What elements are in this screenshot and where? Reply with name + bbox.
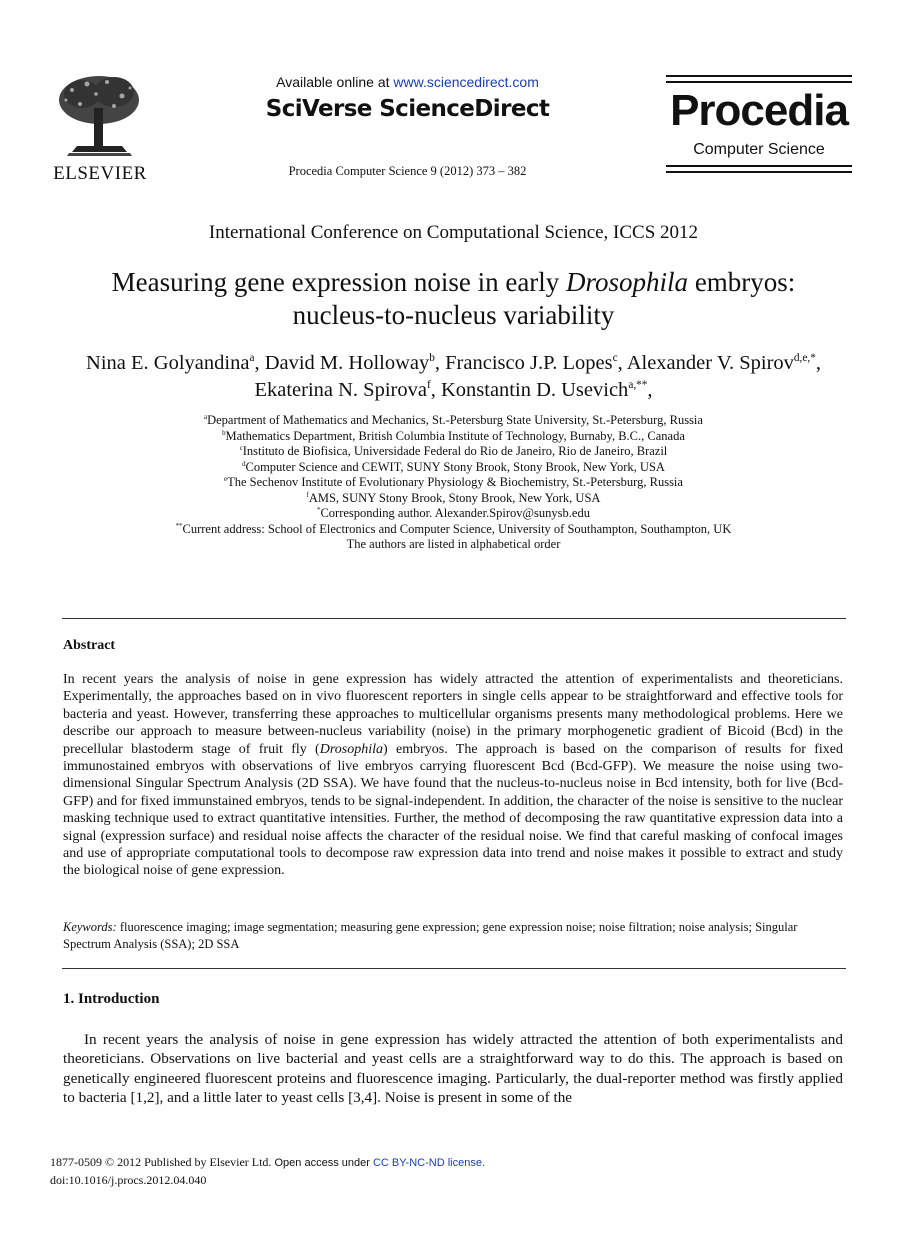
affiliation: $^a$Department of Mathematics and Mechanics, St.-Petersburg State University, St.-Petersburg, Russia [204, 413, 703, 427]
intro-paragraph: In recent years the analysis of noise in gene expression has widely attracted the attention of both experimentalists and theoreticians. Observations on live bacterial and yeast cells are a straightforward way to do this. The approach is based on genetically engineered fluorescent proteins and fluorescence imaging. Particularly, the dual-reporter method was firstly applied to bacteria [1,2], and a little later to yeast cells [3,4]. Noise is present in some of the [63, 1031, 843, 1107]
procedia-logo [666, 75, 852, 169]
affiliation: $^e$The Sechenov Institute of Evolutionary Physiology & Biochemistry, St.-Petersburg, Russia [224, 475, 683, 489]
affiliation: **Current address: School of Electronics and Computer Science, University of Southampton, Southampton, UK [175, 521, 732, 536]
copyright-line: 1877-0509 © 2012 Published by Elsevier Ltd. Open access under CC BY-NC-ND license. [50, 1155, 486, 1169]
available-prefix: Available online at [276, 74, 394, 90]
abstract-heading: Abstract [63, 638, 116, 653]
author-list [60, 350, 847, 404]
title-line-2: nucleus-to-nucleus variability [292, 300, 615, 330]
doi: doi:10.1016/j.procs.2012.04.040 [50, 1172, 207, 1187]
affiliation-note: The authors are listed in alphabetical order [346, 537, 561, 551]
abstract-body: In recent years the analysis of noise in gene expression has widely attracted the attention of experimentalists and theoreticians. Experimentally, the approaches based on in vivo fluorescent reporters in single cells appear to be straightforward and effective tools for bacteria and yeast. However, transferring these approaches to multicellular organisms presents many methodological problems. Here we describe our approach to measure between-nucleus variability (noise) in the primary morphogenetic gradient of Bicoid (Bcd) in the precellular blastoderm stage of fruit fly (Drosophila) embryos. The approach is based on the comparison of results for fixed immunostained embryos with observations of live embryos carrying fluorescent Bcd (Bcd-GFP). We measure the noise using two-dimensional Singular Spectrum Analysis (2D SSA). We have found that the nucleus-to-nucleus noise in Bcd intensity, both for live (Bcd-GFP) and for fixed immunstained embryos, tends to be signal-independent. In addition, the character of the noise is sensitive to the nuclear masking technique used to extract quantitative intensities. Further, the method of decomposing the raw quantitative expression data into a signal (expression surface) and residual noise affects the character of the residual noise. We find that careful masking of confocal images and use of appropriate computational tools to decompose raw expression data into trend and noise makes it possible to extract and study the biological noise of gene expression. [63, 672, 843, 879]
elsevier-tree-icon [52, 72, 147, 160]
affiliation: $^f$AMS, SUNY Stony Brook, Stony Brook, New York, USA [306, 490, 601, 505]
platform-logo: SciVerse ScienceDirect [265, 96, 550, 122]
logo-top-rule [666, 75, 852, 77]
conference-name: International Conference on Computational Science, ICCS 2012 [208, 222, 699, 243]
publisher-wordmark: ELSEVIER [53, 163, 147, 184]
journal-subtitle: Computer Science [693, 141, 825, 158]
page-footer [50, 1154, 650, 1188]
author: David M. Holloway$^b$, [264, 352, 446, 374]
affiliations [60, 413, 847, 553]
author: Francisco J.P. Lopes$^c$, [445, 352, 627, 374]
section-heading: 1. Introduction [63, 991, 160, 1007]
affiliation: $^d$Computer Science and CEWIT, SUNY Stony Brook, Stony Brook, New York, USA [242, 459, 665, 474]
elsevier-logo [44, 72, 156, 184]
logo-bottom-rule [666, 165, 852, 167]
title-line-1: Measuring gene expression noise in early Drosophila embryos: [111, 267, 796, 297]
journal-brand: Procedia [670, 86, 848, 135]
divider [62, 968, 846, 969]
keywords-label: Keywords: [63, 920, 117, 934]
logo-bottom-rule-2 [666, 171, 852, 173]
sciencedirect-link[interactable]: www.sciencedirect.com [393, 74, 539, 90]
availability-line [240, 74, 575, 90]
divider [62, 618, 846, 619]
affiliation: $^b$Mathematics Department, British Columbia Institute of Technology, Burnaby, B.C., Canada [222, 428, 685, 443]
author: Ekaterina N. Spirova$^f$, [254, 379, 441, 401]
affiliation: *Corresponding author. Alexander.Spirov@sunysb.edu [317, 506, 590, 520]
journal-reference: Procedia Computer Science 9 (2012) 373 – 382 [288, 164, 527, 178]
affiliation: $^c$Instituto de Biofisica, Universidade Federal do Rio de Janeiro, Rio de Janeiro, Brazil [239, 444, 668, 458]
keywords-list: fluorescence imaging; image segmentation; measuring gene expression; gene expression noise; noise filtration; noise analysis; Singular Spectrum Analysis (SSA); 2D SSA [63, 920, 798, 951]
author: Alexander V. Spirov$^{d,e,*}$, [626, 352, 821, 374]
logo-top-rule-2 [666, 81, 852, 83]
license-link[interactable]: CC BY-NC-ND license. [372, 1157, 486, 1169]
paper-title [40, 266, 867, 332]
author: Nina E. Golyandina$^a$, [86, 352, 265, 374]
keywords [63, 919, 843, 953]
author: Konstantin D. Usevich$^{a,**}$, [440, 379, 653, 401]
